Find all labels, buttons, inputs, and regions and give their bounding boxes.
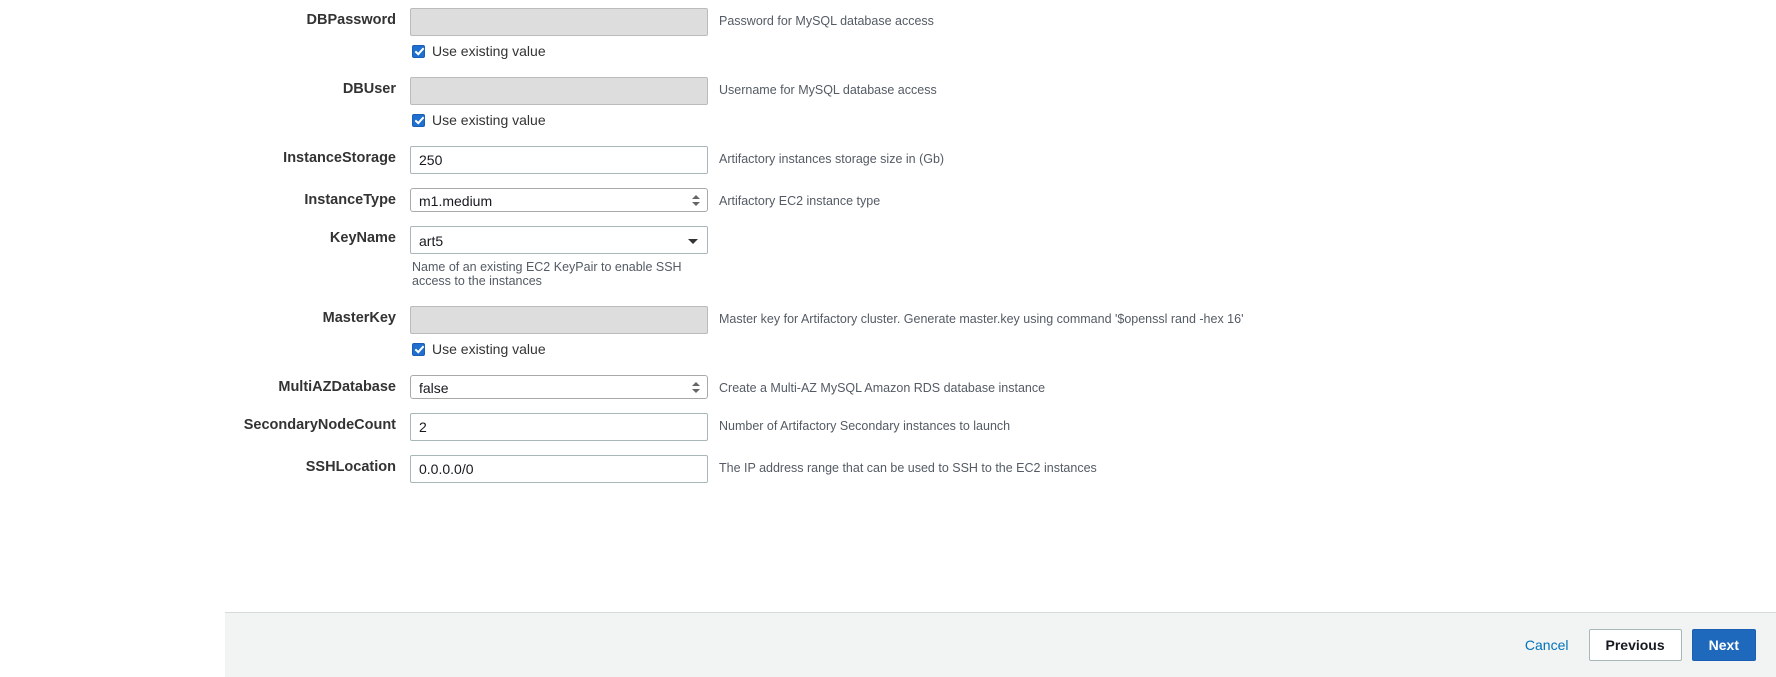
dbuser-use-existing-checkbox-row[interactable] bbox=[412, 112, 710, 128]
param-label-keyname: KeyName bbox=[329, 230, 396, 246]
param-field-secondarynodecount bbox=[410, 413, 710, 441]
param-field-dbuser bbox=[410, 77, 710, 128]
row-spacer bbox=[0, 441, 1776, 455]
keyname-selected-value: art5 bbox=[419, 233, 444, 249]
instancetype-selected-value: m1.medium bbox=[419, 193, 493, 209]
next-button[interactable]: Next bbox=[1692, 629, 1756, 661]
param-label-dbpassword: DBPassword bbox=[306, 12, 396, 28]
checkbox-icon[interactable] bbox=[412, 114, 425, 127]
param-label-dbuser: DBUser bbox=[342, 81, 396, 97]
dbpassword-use-existing-checkbox-row[interactable] bbox=[412, 43, 710, 59]
param-description-secondarynodecount: Number of Artifactory Secondary instances to launch bbox=[719, 419, 1011, 433]
param-field-keyname bbox=[410, 226, 710, 288]
param-description-keyname-inline bbox=[710, 226, 719, 232]
masterkey-use-existing-label: Use existing value bbox=[432, 341, 546, 357]
param-description-multiazdatabase: Create a Multi-AZ MySQL Amazon RDS database instance bbox=[719, 381, 1046, 395]
row-spacer bbox=[0, 59, 1776, 77]
param-label-sshlocation: SSHLocation bbox=[305, 459, 396, 475]
param-label-instancestorage: InstanceStorage bbox=[283, 150, 396, 166]
param-description-masterkey: Master key for Artifactory cluster. Generate master.key using command '$openssl rand -hex 16' bbox=[719, 312, 1244, 326]
dbuser-input[interactable] bbox=[410, 77, 708, 105]
previous-button[interactable]: Previous bbox=[1589, 629, 1682, 661]
row-spacer bbox=[0, 357, 1776, 375]
param-description-instancetype: Artifactory EC2 instance type bbox=[719, 194, 881, 208]
multiazdatabase-selected-value: false bbox=[419, 380, 449, 396]
row-spacer bbox=[0, 128, 1776, 146]
checkbox-icon[interactable] bbox=[412, 45, 425, 58]
param-field-masterkey bbox=[410, 306, 710, 357]
row-spacer bbox=[0, 212, 1776, 226]
instancetype-select[interactable] bbox=[410, 188, 708, 212]
chevron-down-icon bbox=[688, 239, 698, 244]
instancestorage-input[interactable] bbox=[410, 146, 708, 174]
param-description-dbpassword: Password for MySQL database access bbox=[719, 14, 934, 28]
row-spacer bbox=[0, 174, 1776, 188]
param-row-masterkey bbox=[0, 306, 1776, 357]
row-spacer bbox=[0, 288, 1776, 306]
wizard-footer bbox=[225, 612, 1776, 677]
masterkey-use-existing-checkbox-row[interactable] bbox=[412, 341, 710, 357]
param-field-instancetype bbox=[410, 188, 710, 212]
param-row-sshlocation bbox=[0, 455, 1776, 483]
dbpassword-input[interactable] bbox=[410, 8, 708, 36]
param-label-masterkey: MasterKey bbox=[322, 310, 396, 326]
param-row-dbuser bbox=[0, 77, 1776, 128]
up-down-arrows-icon bbox=[691, 192, 700, 208]
row-spacer bbox=[0, 399, 1776, 413]
param-label-multiazdatabase: MultiAZDatabase bbox=[278, 379, 396, 395]
multiazdatabase-select[interactable] bbox=[410, 375, 708, 399]
param-description-instancestorage: Artifactory instances storage size in (Gb) bbox=[719, 152, 945, 166]
param-field-sshlocation bbox=[410, 455, 710, 483]
keyname-select[interactable] bbox=[410, 226, 708, 254]
param-field-dbpassword bbox=[410, 8, 710, 59]
param-row-keyname bbox=[0, 226, 1776, 288]
param-row-instancestorage bbox=[0, 146, 1776, 174]
param-label-instancetype: InstanceType bbox=[304, 192, 396, 208]
param-description-dbuser: Username for MySQL database access bbox=[719, 83, 937, 97]
up-down-arrows-icon bbox=[691, 379, 700, 395]
sshlocation-input[interactable] bbox=[410, 455, 708, 483]
secondarynodecount-input[interactable] bbox=[410, 413, 708, 441]
param-row-secondarynodecount bbox=[0, 413, 1776, 441]
cancel-button[interactable]: Cancel bbox=[1524, 637, 1569, 653]
checkbox-icon[interactable] bbox=[412, 343, 425, 356]
param-field-multiazdatabase bbox=[410, 375, 710, 399]
param-row-instancetype bbox=[0, 188, 1776, 212]
param-field-instancestorage bbox=[410, 146, 710, 174]
dbuser-use-existing-label: Use existing value bbox=[432, 112, 546, 128]
masterkey-input[interactable] bbox=[410, 306, 708, 334]
param-description-sshlocation: The IP address range that can be used to SSH to the EC2 instances bbox=[719, 461, 1097, 475]
param-row-multiazdatabase bbox=[0, 375, 1776, 399]
param-row-dbpassword bbox=[0, 8, 1776, 59]
dbpassword-use-existing-label: Use existing value bbox=[432, 43, 546, 59]
param-description-keyname: Name of an existing EC2 KeyPair to enable SSH access to the instances bbox=[412, 260, 682, 288]
param-label-secondarynodecount: SecondaryNodeCount bbox=[243, 417, 396, 433]
